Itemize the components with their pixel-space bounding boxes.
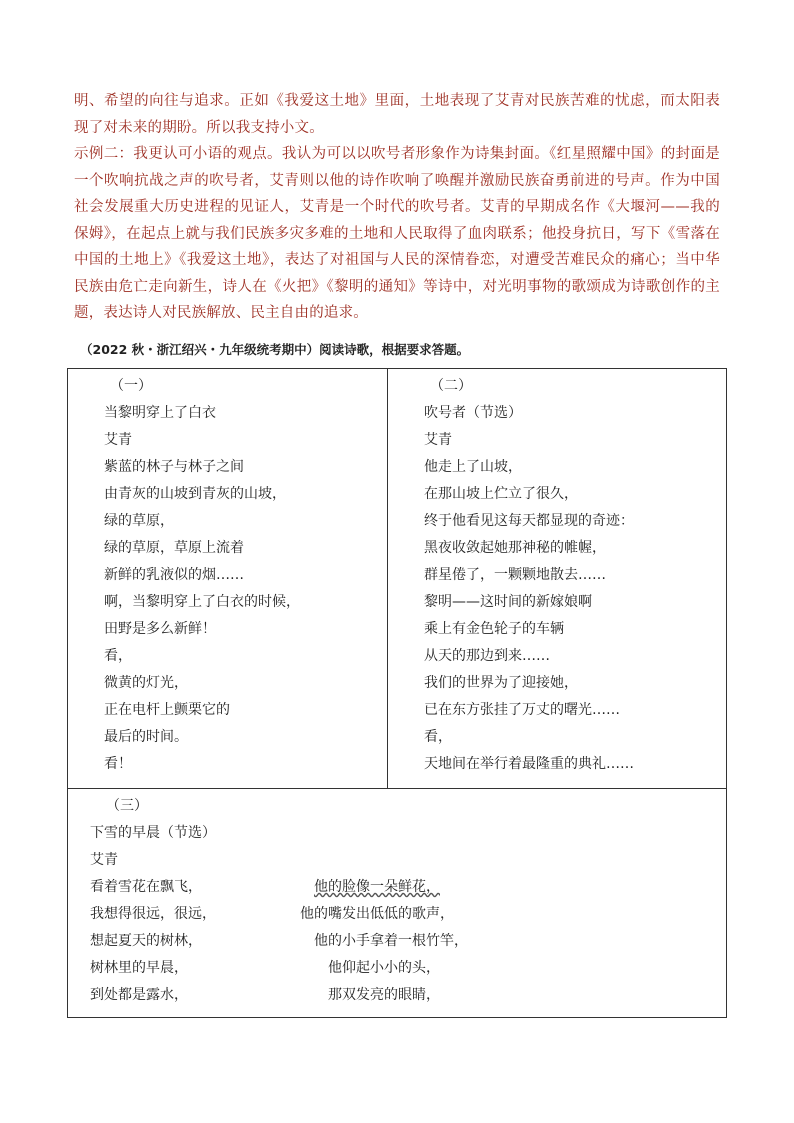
poem-two-line: 已在东方张挂了万丈的曙光…… <box>424 702 620 718</box>
poem-two-line: 乘上有金色轮子的车辆 <box>424 621 564 637</box>
poem-one-line: 绿的草原，草原上流着 <box>104 540 244 556</box>
poem-one-line: 微黄的灯光， <box>104 675 188 691</box>
poem-three-right-line: 他的脸像一朵鲜花， <box>314 879 440 895</box>
poem-two-line: 群星倦了，一颗颗地散去…… <box>424 567 606 583</box>
poem-one-line: 新鲜的乳液似的烟…… <box>104 567 244 583</box>
answer-paragraph-2: 示例二：我更认可小语的观点。我认为可以以吹号者形象作为诗集封面。《红星照耀中国》的封面是一个吹响抗战之声的吹号者，艾青则以他的诗作吹响了唤醒并激励民族奋勇前进的号声。作为中国社会发展重大历史进程的见证人，艾青是一个时代的吹号者。艾青的早期成名作《大堰河——我的保姆》，在起点上就与我们民族多灾多难的土地和人民取得了血肉联系；他投身抗日，写下《雪落在中国的土地上》《我爱这土地》，表达了对祖国与人民的深情眷恋，对遭受苦难民众的痛心；当中华民族由危亡走向新生，诗人在《火把》《黎明的通知》等诗中，对光明事物的歌颂成为诗歌创作的主题，表达诗人对民族解放、民主自由的追求。 <box>74 146 720 321</box>
poem-one-line: 最后的时间。 <box>104 729 188 745</box>
poem-three-right-line: 他的嘴发出低低的歌声， <box>300 906 454 922</box>
poem-one-line: 当黎明穿上了白衣 <box>104 405 216 421</box>
poem-two-line: 终于他看见这每天都显现的奇迹： <box>424 513 634 529</box>
poem-three-row <box>90 874 710 901</box>
poem-two-label: （二） <box>430 378 472 394</box>
poem-one-line: 正在电杆上颤栗它的 <box>104 702 230 718</box>
poem-three-author: 艾青 <box>90 852 118 868</box>
poem-three-right-line: 那双发亮的眼睛， <box>328 987 440 1003</box>
poem-three-row <box>90 928 710 955</box>
poem-three-left-line: 我想得很远，很远， <box>90 906 216 922</box>
poem-three-left-line: 想起夏天的树林， <box>90 933 202 949</box>
poem-two-line: 在那山坡上伫立了很久， <box>424 486 578 502</box>
poem-two-line: 黎明——这时间的新嫁娘啊 <box>424 594 592 610</box>
poem-two-line: 从天的那边到来…… <box>424 648 550 664</box>
poem-three-right-line: 他的小手拿着一根竹竿， <box>314 933 468 949</box>
poem-three-row <box>90 955 710 982</box>
poem-one-line: 看！ <box>104 756 132 772</box>
poem-three-row <box>90 901 710 928</box>
poem-three-left-line: 树林里的早晨， <box>90 960 188 976</box>
question-header: （2022 秋・浙江绍兴・九年级统考期中）阅读诗歌，根据要求答题。 <box>80 342 470 357</box>
answer-section <box>74 88 720 327</box>
poem-one-line: 艾青 <box>104 432 132 448</box>
poem-one-label: （一） <box>110 378 152 394</box>
poem-two <box>424 373 634 778</box>
poem-two-line: 他走上了山坡， <box>424 459 522 475</box>
poem-one <box>104 373 300 778</box>
poem-one-line: 紫蓝的林子与林子之间 <box>104 459 244 475</box>
poem-three-left-line: 到处都是露水， <box>90 987 188 1003</box>
poem-three <box>90 793 710 1009</box>
poem-two-line: 天地间在举行着最隆重的典礼…… <box>424 756 634 772</box>
poem-table <box>67 368 727 1018</box>
poem-one-line: 田野是多么新鲜！ <box>104 621 216 637</box>
poem-three-title: 下雪的早晨（节选） <box>90 825 216 841</box>
poem-two-line: 艾青 <box>424 432 452 448</box>
poem-two-line: 我们的世界为了迎接她， <box>424 675 578 691</box>
poem-two-line: 看， <box>424 729 452 745</box>
poem-three-row <box>90 982 710 1009</box>
poem-one-line: 啊，当黎明穿上了白衣的时候， <box>104 594 300 610</box>
poem-one-line: 由青灰的山坡到青灰的山坡， <box>104 486 286 502</box>
poem-three-cell <box>68 789 726 1017</box>
poem-two-line: 黑夜收敛起她那神秘的帷幄， <box>424 540 606 556</box>
poem-three-right-line: 他仰起小小的头， <box>328 960 440 976</box>
poem-three-left-line: 看着雪花在飘飞， <box>90 879 202 895</box>
poem-one-cell <box>68 369 388 789</box>
answer-paragraph-1: 明、希望的向往与追求。正如《我爱这土地》里面，土地表现了艾青对民族苦难的忧虑，而太阳表现了对未来的期盼。所以我支持小文。 <box>74 93 720 136</box>
poem-one-line: 绿的草原， <box>104 513 174 529</box>
poem-two-cell <box>388 369 726 789</box>
poem-one-line: 看， <box>104 648 132 664</box>
poem-two-line: 吹号者（节选） <box>424 405 522 421</box>
poem-three-label: （三） <box>106 798 148 814</box>
